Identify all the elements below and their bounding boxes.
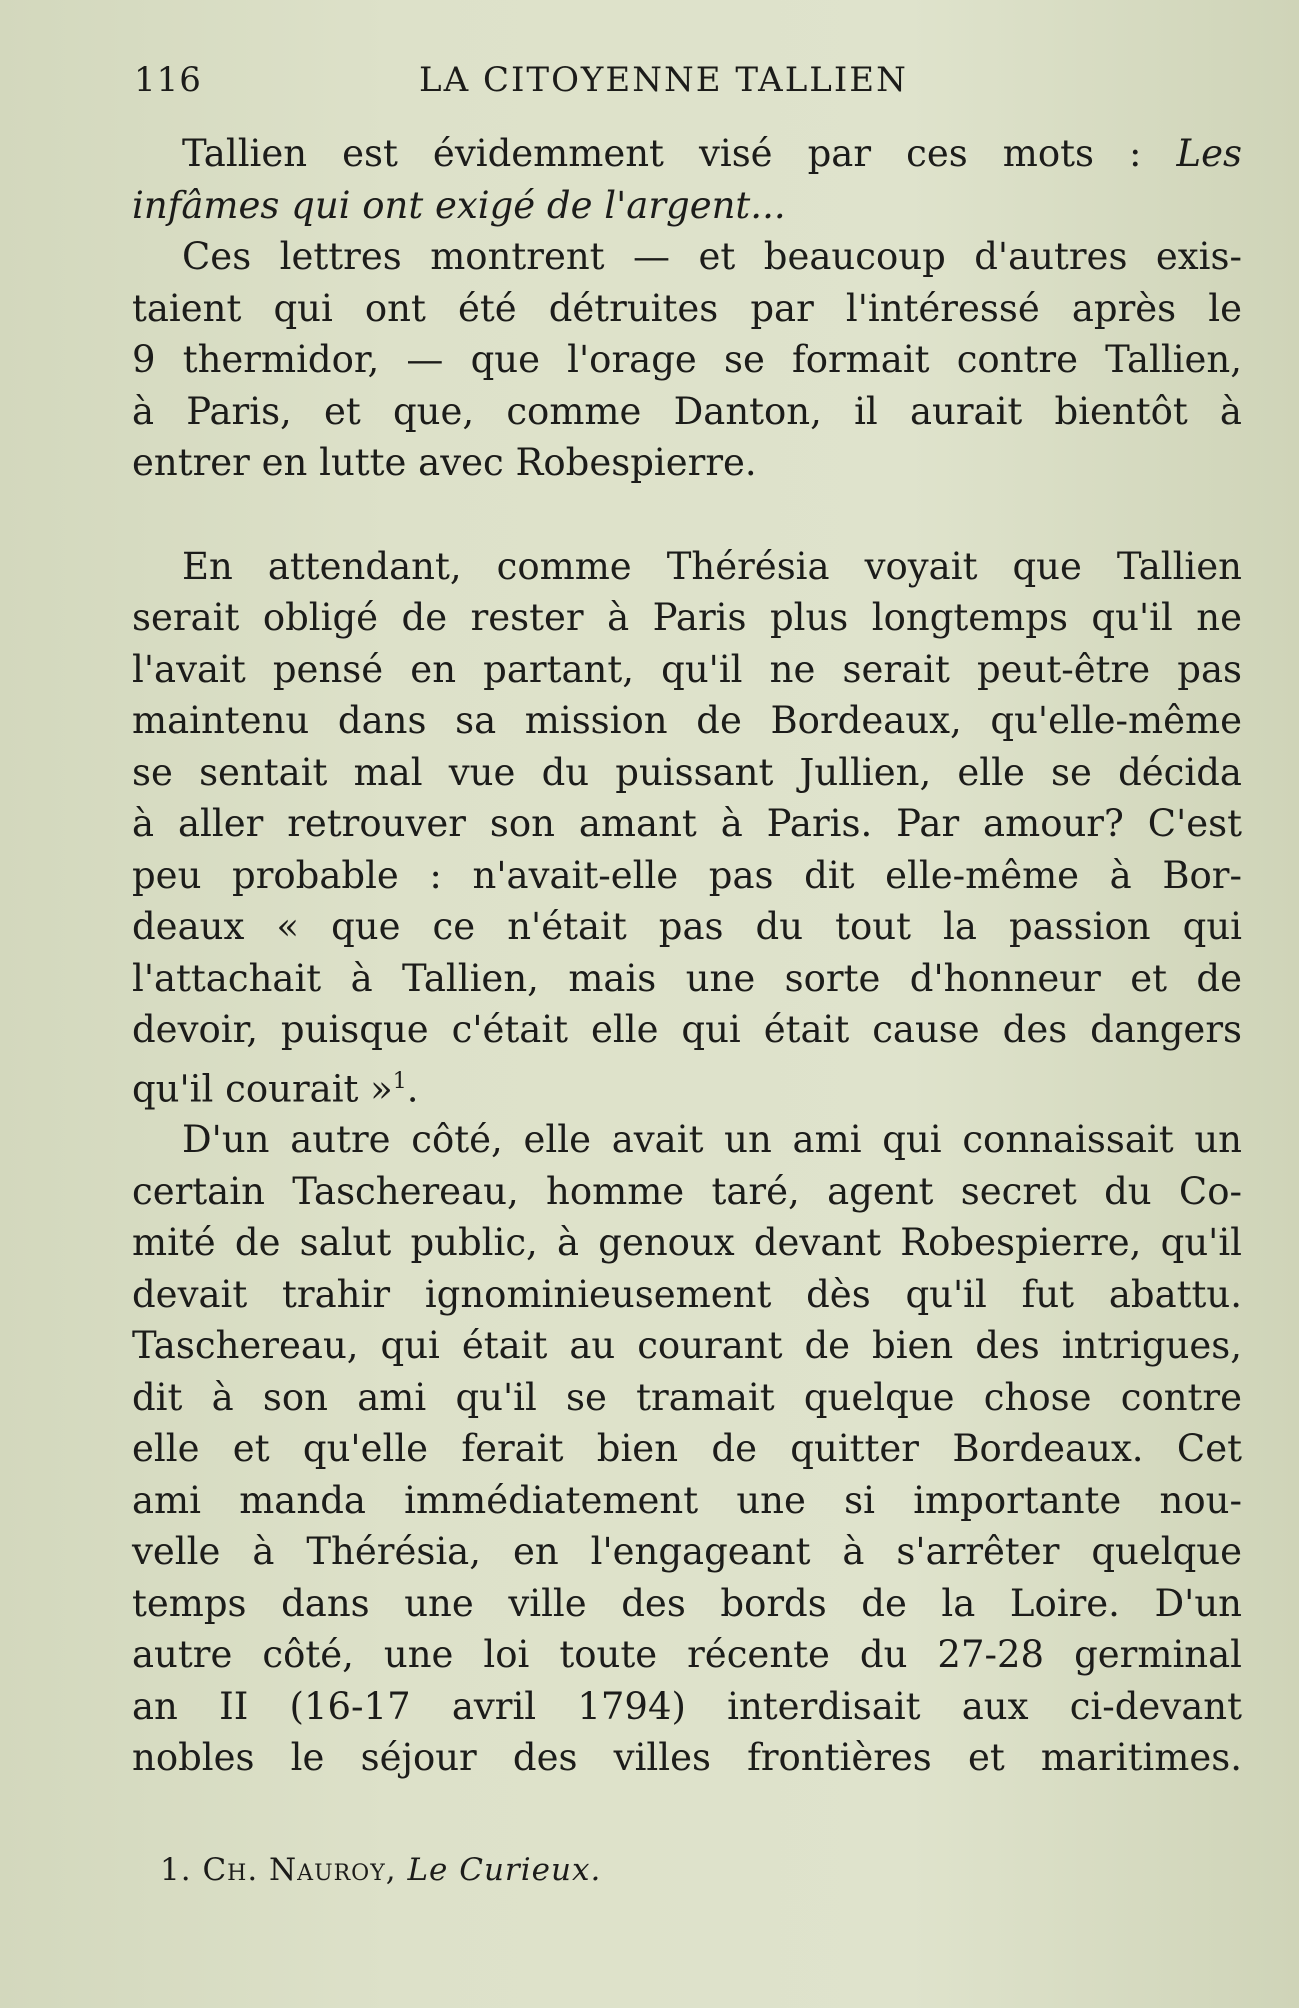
- text-line: certain Taschereau, homme taré, agent secret du Co-: [132, 1169, 1242, 1213]
- footnote-ref: 1: [392, 1068, 407, 1094]
- text-line: l'attachait à Tallien, mais une sorte d'honneur et de: [132, 956, 1242, 1000]
- footnote-number: 1.: [160, 1852, 192, 1888]
- text-line: deaux « que ce n'était pas du tout la passion qui: [132, 905, 1242, 948]
- text-line: maintenu dans sa mission de Bordeaux, qu'elle-même: [132, 699, 1242, 742]
- text-line: mité de salut public, à genoux devant Robespierre, qu'il: [132, 1221, 1242, 1265]
- text-line: ami manda immédiatement une si importante nou-: [132, 1478, 1242, 1522]
- body-text: [132, 128, 1242, 1784]
- footnote-work: Le Curieux.: [407, 1852, 602, 1888]
- text-line: à aller retrouver son amant à Paris. Par amour? C'est: [132, 802, 1242, 845]
- text-line: temps dans une ville des bords de la Loire. D'un: [132, 1581, 1242, 1625]
- text-span: .: [406, 1066, 419, 1110]
- running-title: LA CITOYENNE TALLIEN: [419, 60, 908, 100]
- paragraph-1: [132, 128, 1242, 231]
- text-line: à Paris, et que, comme Danton, il aurait bientôt à: [132, 389, 1242, 433]
- text-line: nobles le séjour des villes frontières et maritimes.: [132, 1736, 1242, 1780]
- text-line: entrer en lutte avec Robespierre.: [132, 441, 757, 484]
- text-line: elle et qu'elle ferait bien de quitter Bordeaux. Cet: [132, 1427, 1242, 1471]
- text-line: D'un autre côté, elle avait un ami qui connaissait un: [182, 1118, 1242, 1162]
- footnote-author: Ch. Nauroy,: [202, 1852, 397, 1888]
- section-gap: [132, 489, 1242, 541]
- text-line: peu probable : n'avait-elle pas dit elle-même à Bor-: [132, 853, 1242, 897]
- text-line: 9 thermidor, — que l'orage se formait contre Tallien,: [132, 338, 1242, 381]
- text-line: se sentait mal vue du puissant Jullien, elle se décida: [132, 750, 1242, 794]
- paragraph-3: [132, 541, 1242, 1115]
- text-line: [132, 128, 1242, 180]
- text-line: dit à son ami qu'il se tramait quelque chose contre: [132, 1375, 1242, 1419]
- footnote: [160, 1852, 601, 1888]
- text-line: taient qui ont été détruites par l'intéressé après le: [132, 286, 1242, 330]
- text-line: serait obligé de rester à Paris plus longtemps qu'il ne: [132, 596, 1242, 639]
- text-line: Taschereau, qui était au courant de bien des intrigues,: [132, 1324, 1242, 1368]
- text-span: Tallien est évidemment visé par ces mots :: [182, 132, 1177, 175]
- italic-quote: Les: [1176, 132, 1242, 175]
- italic-quote: infâmes qui ont exigé de l'argent...: [132, 183, 786, 227]
- text-line: autre côté, une loi toute récente du 27-28 germinal: [132, 1633, 1242, 1677]
- paragraph-2: [132, 231, 1242, 489]
- text-line: l'avait pensé en partant, qu'il ne serait peut-être pas: [132, 647, 1242, 691]
- page-header: [134, 60, 1244, 110]
- paragraph-4: [132, 1114, 1242, 1784]
- text-span: qu'il courait »: [132, 1066, 393, 1110]
- text-line: velle à Thérésia, en l'engageant à s'arrêter quelque: [132, 1530, 1242, 1574]
- text-line: [132, 1056, 1242, 1115]
- page-number: 116: [134, 60, 202, 100]
- text-line: devoir, puisque c'était elle qui était cause des dangers: [132, 1008, 1242, 1051]
- text-line: [132, 180, 1242, 232]
- text-line: devait trahir ignominieusement dès qu'il fut abattu.: [132, 1272, 1242, 1316]
- text-line: En attendant, comme Thérésia voyait que Tallien: [182, 544, 1242, 588]
- text-line: an II (16-17 avril 1794) interdisait aux ci-devant: [132, 1684, 1242, 1728]
- text-line: Ces lettres montrent — et beaucoup d'autres exis-: [182, 235, 1242, 278]
